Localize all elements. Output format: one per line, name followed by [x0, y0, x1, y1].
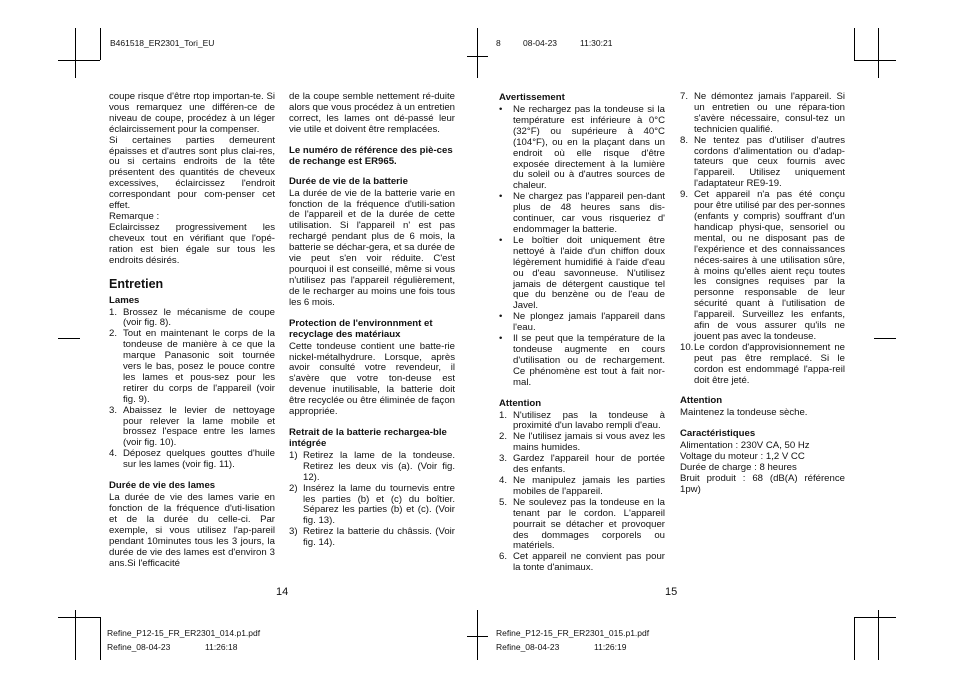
spec-line: Durée de charge : 8 heures [680, 462, 797, 474]
subheading: Le numéro de référence des piè-ces de rechange est ER965. [289, 144, 453, 167]
header-time: 11:30:21 [580, 38, 613, 48]
paragraph: coupe risque d'être rtop importan-te. Si vous remarquez une différen-ce de niveau de coupe, procédez à un léger éclaircissement pour la compenser. [109, 91, 275, 135]
bullet-list [499, 105, 665, 389]
list-item: 1) Retirez la lame de la tondeuse. Retirez les deux vis (a). (Voir fig. 12). [289, 449, 455, 483]
crop-mark [878, 28, 879, 78]
numbered-list [289, 451, 455, 549]
subheading: Retrait de la batterie rechargea-ble intégrée [289, 426, 447, 449]
page-number-right: 15 [665, 586, 678, 598]
column-1 [109, 92, 275, 569]
footer-left-time: 11:26:18 [205, 642, 238, 652]
list-item: 8. Ne tentez pas d'utiliser d'autres cordons d'alimentation ou d'adap-tateurs que ceux fournis avec l'appareil. Utilisez uniquement l'adaptateur RE9-19. [680, 134, 845, 190]
list-item: 4. Déposez quelques gouttes d'huile sur les lames (voir fig. 11). [109, 448, 275, 471]
paragraph: La durée de vie de la batterie varie en fonction de la fréquence d'utili-sation de l'appareil et de la durée de cette utilisation. Si l'appareil n' est pas rechargé pendant plus de 6 mois, la batterie se déchar-gera, et sa durée de vie peut s'en voir réduite. C'est pourquoi il est conseillé, même si vous n'utilisez pas l'appareil régulièrement, de le recharger au moins une fois tous les 6 mois. [289, 187, 455, 308]
footer-right-time: 11:26:19 [594, 642, 627, 652]
header-date: 08-04-23 [523, 38, 558, 48]
header-filename: B461518_ER2301_Tori_EU [110, 38, 215, 48]
list-item: 3. Abaissez le levier de nettoyage pour relever la lame mobile et brossez l'espace entre les lames (voir fig. 10). [109, 404, 275, 449]
column-4 [680, 92, 845, 496]
subheading: Attention [499, 397, 542, 409]
subheading: Caractéristiques [680, 428, 756, 440]
crop-mark [58, 617, 100, 618]
crop-mark [100, 617, 101, 660]
subheading: Protection de l'environnment et recyclage des matériaux [289, 317, 433, 340]
list-item: • Ne chargez pas l'appareil pen-dant plus de 48 heures sans dis-continuer, car vous risqueriez d' endommager la batterie. [499, 191, 665, 235]
spec-line: Alimentation : 230V CA, 50 Hz [680, 440, 810, 452]
list-item: 1. Brossez le mécanisme de coupe (voir fig. 8). [109, 306, 275, 329]
page-number-left: 14 [276, 586, 289, 598]
paragraph: Cette tondeuse contient une batte-rie nickel-métalhydrure. Lorsque, après avoir consulté votre revendeur, il s'avère que votre ton-deuse est devenue inutilisable, la batterie doit être recyclée ou être éliminée de façon appropriée. [289, 340, 455, 418]
footer-right-date: Refine_08-04-23 [496, 642, 560, 652]
crop-mark [854, 60, 896, 61]
subheading: Lames [109, 294, 140, 306]
crop-mark [854, 617, 896, 618]
list-item: 2. Tout en maintenant le corps de la tondeuse de manière à ce que la marque Panasonic soit tournée vers le bas, posez le pouce contre les lames et pous-sez pour les retirer du corps de l'appareil (voir fig. 9). [109, 328, 275, 405]
section-heading: Entretien [109, 276, 164, 291]
numbered-list [680, 92, 845, 386]
subheading: Attention [680, 395, 723, 407]
list-item: • Ne rechargez pas la tondeuse si la température est inférieure à 0°C (32°F) ou supérieure à 40°C (104°F), ou en la plaçant dans un endroit où elle risque d'être exposée directement à la lumière du soleil ou à d'autres sources de chaleur. [499, 104, 665, 192]
remark-label: Remarque : [109, 210, 160, 222]
crop-mark [75, 28, 76, 78]
paragraph: Maintenez la tondeuse sèche. [680, 407, 808, 419]
list-item: 2. Ne l'utilisez jamais si vous avez les mains humides. [499, 431, 665, 454]
crop-mark [854, 28, 855, 60]
crop-mark [467, 636, 488, 637]
footer-right-file: Refine_P12-15_FR_ER2301_015.p1.pdf [496, 628, 650, 638]
list-item: 10. Le cordon d'approvisionnement ne peut pas être remplacé. Si le cordon est endommagé l'appa-reil doit être jeté. [680, 341, 845, 386]
column-3 [499, 92, 665, 574]
subheading: Durée de vie de la batterie [289, 175, 408, 187]
list-item: • Il se peut que la température de la tondeuse augmente en cours d'utilisation ou de rechargement. Ce phénomène est tout à fait nor-mal. [499, 333, 665, 388]
paragraph: La durée de vie des lames varie en fonction de la fréquence d'uti-lisation et de la durée du celle-ci. Par exemple, si vous utilisez l'ap-pareil pendant 10minutes tous les 3 jours, la durée de vie des lames est d'environ 3 ans.Si l'efficacité [109, 492, 275, 569]
crop-mark [467, 56, 488, 57]
crop-mark [100, 28, 101, 60]
crop-mark [854, 617, 855, 660]
numbered-list [499, 411, 665, 575]
spec-line: Bruit produit : 68 (dB(A) référence 1pw) [680, 473, 845, 495]
crop-mark [874, 338, 896, 339]
list-item: 3. Gardez l'appareil hour de portée des enfants. [499, 453, 665, 476]
subheading: Durée de vie des lames [109, 480, 216, 492]
column-2 [289, 92, 455, 549]
crop-mark [477, 28, 478, 78]
list-item: • Ne plongez jamais l'appareil dans l'eau. [499, 311, 665, 334]
numbered-list [109, 308, 275, 472]
crop-mark [58, 60, 100, 61]
paragraph: Si certaines parties demeurent épaisses et d'autres sont plus clai-res, ou si certains endroits de la tête présentent des quantités de cheveux excessives, éclaircissez l'endroit correspondant pour com-penser cet effet. [109, 134, 275, 212]
header-page: 8 [496, 38, 501, 48]
footer-left-date: Refine_08-04-23 [107, 642, 171, 652]
paragraph: Eclaircissez progressivement les cheveux tout en vérifiant que l'opé-ration est bien égale sur tous les endroits désirés. [109, 221, 275, 266]
list-item: 3) Retirez la batterie du châssis. (Voir fig. 14). [289, 526, 455, 549]
crop-mark [477, 610, 478, 660]
subheading: Avertissement [499, 92, 565, 103]
list-item: 2) Insérez la lame du tournevis entre les parties (b) et (c) du boîtier. Séparez les parties (b) et (c). (Voir fig. 13). [289, 482, 455, 527]
list-item: 5. Ne soulevez pas la tondeuse en la tenant par le cordon. L'appareil pourrait se détacher et provoquer des dommages corporels ou matériels. [499, 496, 665, 552]
list-item: 1. N'utilisez pas la tondeuse à proximité d'un lavabo rempli d'eau. [499, 409, 665, 432]
list-item: 6. Cet appareil ne convient pas pour la tonte d'animaux. [499, 551, 665, 574]
crop-mark [58, 338, 80, 339]
paragraph: de la coupe semble nettement ré-duite alors que vous procédez à un entretien correct, les lames ont dé-passé leur vie utile et doivent être remplacées. [289, 91, 455, 135]
list-item: 7. Ne démontez jamais l'appareil. Si un entretien ou une répara-tion s'avère nécessaire, consul-tez un technicien qualifié. [680, 91, 845, 135]
footer-left-file: Refine_P12-15_FR_ER2301_014.p1.pdf [107, 628, 261, 638]
spec-line: Voltage du moteur : 1,2 V CC [680, 451, 805, 463]
list-item: 9. Cet appareil n'a pas été conçu pour être utilisé par des per-sonnes (enfants y compris) souffrant d'un handicap physi-que, sensoriel ou mental, ou ne disposant pas de l'expérience et des connaissances néces-saires à une utilisation sûre, à moins qu'elles aient reçu toutes les consignes requises par la personne responsable de leur sécurité quant à l'utilisation de l'appareil. Surveillez les enfants, afin de vous assurer qu'ils ne jouent pas avec la tondeuse. [680, 189, 845, 342]
list-item: 4. Ne manipulez jamais les parties mobiles de l'appareil. [499, 475, 665, 497]
list-item: • Le boîtier doit uniquement être nettoyé à l'aide d'un chiffon doux légèrement humidifié à l'aide d'eau ou d'eau savonneuse. N'utilisez jamais de détergent caustique tel que du benzène ou de l'eau de Javel. [499, 234, 665, 312]
